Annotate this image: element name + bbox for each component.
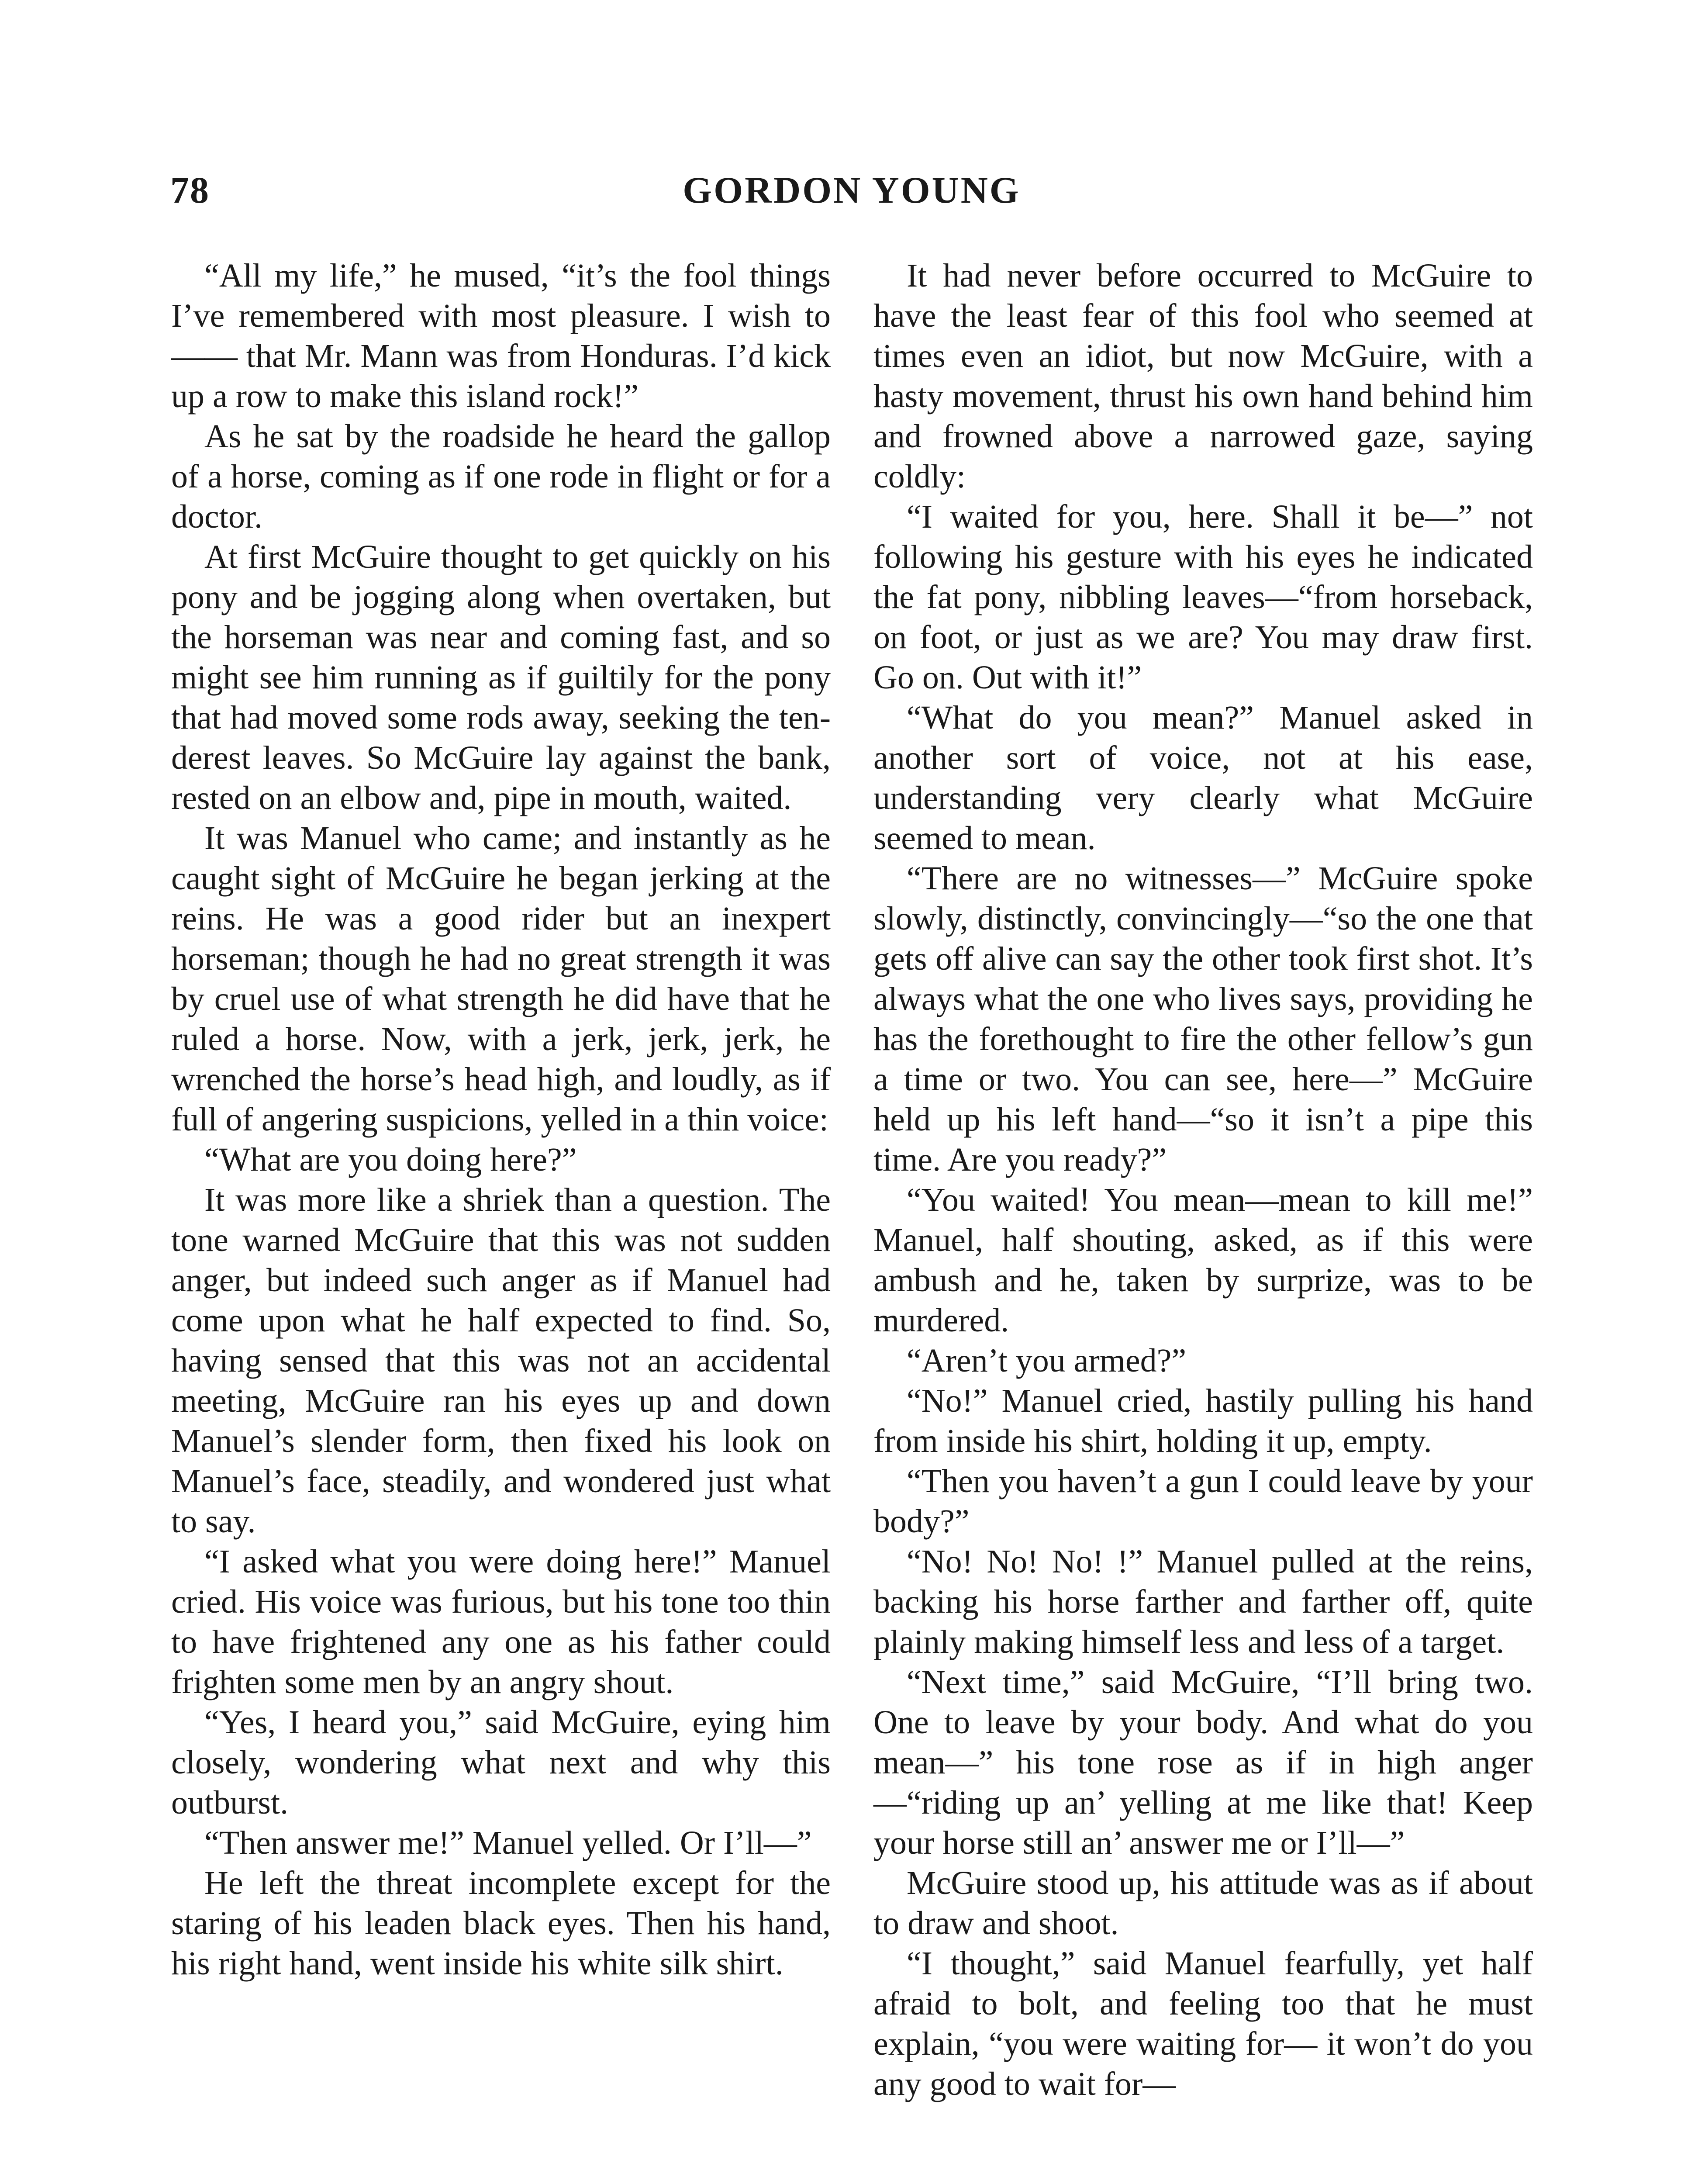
paragraph: It had never before occurred to McGuire to have the least fear of this fool who seemed at times even an idiot, but now McGuire, with a hasty movement, thrust his own hand behind him and frowned above a narrowed gaze, saying coldly: [873, 257, 1533, 495]
paragraph: “What are you doing here?” [204, 1141, 577, 1178]
paragraph: It was Manuel who came; and instantly as he caught sight of McGuire he began jerking at the reins. He was a good rider but an inexpert horseman; though he had no great strength it was by cruel use of what strength he did have that he ruled a horse. Now, with a jerk, jerk, jerk, he wrenched the horse’s head high, and loudly, as if full of angering suspicions, yelled in a thin voice: [171, 820, 831, 1138]
paragraph: It was more like a shriek than a question. The tone warned McGuire that this was not sudden anger, but indeed such anger as if Manuel had come upon what he half expected to find. So, having sensed that this was not an accidental meeting, McGuire ran his eyes up and down Manuel’s slender form, then fixed his look on Manuel’s face, steadily, and wondered just what to say. [171, 1182, 831, 1540]
paragraph: “What do you mean?” Manuel asked in another sort of voice, not at his ease, understanding very clearly what McGuire seemed to mean. [873, 699, 1533, 857]
paragraph: McGuire stood up, his attitude was as if about to draw and shoot. [873, 1865, 1533, 1942]
paragraph: “Yes, I heard you,” said McGuire, eying him closely, wondering what next and why this outburst. [171, 1704, 831, 1821]
running-head: GORDON YOUNG [683, 169, 1021, 211]
paragraph: At first McGuire thought to get quickly on his pony and be jogging along when overtaken, but the horseman was near and coming fast, and so might see him running as if guiltily for the pony that had moved some rods away, seeking the tenderest leaves. So McGuire lay against the bank, rested on an elbow and, pipe in mouth, waited. [171, 539, 831, 816]
paragraph: “Next time,” said McGuire, “I’ll bring two. One to leave by your body. And what do you mean—” his tone rose as if in high anger—“riding up an’ yelling at me like that! Keep your horse still an’ answer me or I’ll—” [873, 1664, 1533, 1861]
right-text-column [873, 256, 1533, 2104]
left-text-column [171, 256, 831, 1984]
paragraph: “Aren’t you armed?” [907, 1342, 1187, 1379]
paragraph: “No!” Manuel cried, hastily pulling his hand from inside his shirt, holding it up, empty. [873, 1382, 1533, 1459]
paragraph: “Then answer me!” Manuel yelled. Or I’ll—” [204, 1825, 812, 1861]
paragraph: “Then you haven’t a gun I could leave by your body?” [873, 1463, 1533, 1540]
paragraph: “I waited for you, here. Shall it be—” not following his gesture with his eyes he indicated the fat pony, nibbling leaves—“from horseback, on foot, or just as we are? You may draw first. Go on. Out with it!” [873, 498, 1533, 696]
paragraph: “No! No! No! !” Manuel pulled at the reins, backing his horse farther and farther off, quite plainly making himself less and less of a target. [873, 1543, 1533, 1660]
paragraph: “I asked what you were doing here!” Manuel cried. His voice was furious, but his tone too thin to have frightened any one as his father could frighten some men by an angry shout. [171, 1543, 831, 1700]
page-number: 78 [170, 169, 210, 211]
paragraph: “There are no witnesses—” McGuire spoke slowly, distinctly, convincingly—“so the one that gets off alive can say the other took first shot. It’s always what the one who lives says, providing he has the forethought to fire the other fellow’s gun a time or two. You can see, here—” McGuire held up his left hand—“so it isn’t a pipe this time. Are you ready?” [873, 860, 1533, 1178]
paragraph: He left the threat incomplete except for the staring of his leaden black eyes. Then his hand, his right hand, went inside his white silk shirt. [171, 1865, 831, 1982]
paragraph: As he sat by the roadside he heard the gallop of a horse, coming as if one rode in flight or for a doctor. [171, 418, 831, 535]
paragraph: “I thought,” said Manuel fearfully, yet half afraid to bolt, and feeling too that he must explain, “you were waiting for— it won’t do you any good to wait for— [873, 1945, 1533, 2102]
paragraph: “You waited! You mean—mean to kill me!” Manuel, half shouting, asked, as if this were ambush and he, taken by surprize, was to be murdered. [873, 1182, 1533, 1339]
paragraph: “All my life,” he mused, “it’s the fool things I’ve remembered with most pleasure. I wish to —— that Mr. Mann was from Honduras. I’d kick up a row to make this island rock!” [171, 257, 831, 415]
page-header [170, 168, 1533, 221]
